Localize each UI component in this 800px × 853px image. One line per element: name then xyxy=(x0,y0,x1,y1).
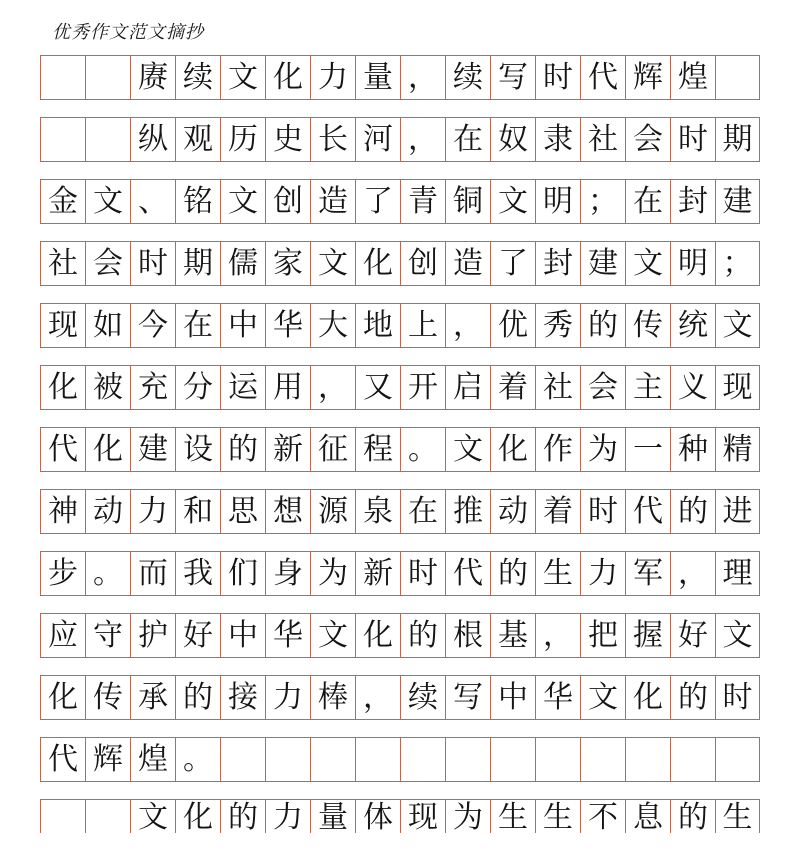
grid-cell: 续 xyxy=(175,56,220,99)
grid-cell xyxy=(85,56,130,99)
grid-cell: 进 xyxy=(715,490,760,533)
grid-cell xyxy=(355,738,400,781)
grid-cell: 现 xyxy=(400,800,445,833)
grid-cell: 力 xyxy=(265,800,310,833)
grid-cell: 棒 xyxy=(310,676,355,719)
grid-cell: 了 xyxy=(355,180,400,223)
grid-cell: 精 xyxy=(715,428,760,471)
grid-cell: 启 xyxy=(445,366,490,409)
grid-row xyxy=(40,365,760,410)
grid-cell: 社 xyxy=(580,118,625,161)
grid-cell: 动 xyxy=(490,490,535,533)
grid-cell: 辉 xyxy=(85,738,130,781)
grid-cell: 明 xyxy=(670,242,715,285)
grid-cell: 应 xyxy=(40,614,85,657)
grid-cell: 的 xyxy=(400,614,445,657)
grid-cell: 生 xyxy=(490,800,535,833)
writing-grid-sheet xyxy=(40,55,760,850)
grid-cell: 化 xyxy=(625,676,670,719)
page-header: 优秀作文范文摘抄 xyxy=(52,22,204,43)
grid-cell: 代 xyxy=(40,428,85,471)
grid-cell: 会 xyxy=(580,366,625,409)
grid-cell: 护 xyxy=(130,614,175,657)
grid-cell: ， xyxy=(400,118,445,161)
grid-cell: 力 xyxy=(130,490,175,533)
grid-cell: 充 xyxy=(130,366,175,409)
grid-cell: 体 xyxy=(355,800,400,833)
grid-cell xyxy=(310,738,355,781)
grid-cell: 为 xyxy=(310,552,355,595)
grid-cell: 观 xyxy=(175,118,220,161)
grid-cell: 秀 xyxy=(535,304,580,347)
grid-cell: 在 xyxy=(625,180,670,223)
grid-cell xyxy=(220,738,265,781)
grid-cell: 期 xyxy=(175,242,220,285)
grid-cell: 煌 xyxy=(670,56,715,99)
grid-row xyxy=(40,489,760,534)
grid-cell: 被 xyxy=(85,366,130,409)
grid-cell: 力 xyxy=(310,56,355,99)
grid-cell: ； xyxy=(580,180,625,223)
grid-cell: 续 xyxy=(445,56,490,99)
grid-cell: 时 xyxy=(130,242,175,285)
grid-cell: 写 xyxy=(445,676,490,719)
grid-cell: 时 xyxy=(580,490,625,533)
grid-cell: 我 xyxy=(175,552,220,595)
grid-cell: 开 xyxy=(400,366,445,409)
grid-cell: 化 xyxy=(355,242,400,285)
grid-cell: 一 xyxy=(625,428,670,471)
grid-cell: 的 xyxy=(220,428,265,471)
grid-cell xyxy=(670,738,715,781)
grid-cell: 铭 xyxy=(175,180,220,223)
grid-cell: 期 xyxy=(715,118,760,161)
grid-cell: 现 xyxy=(715,366,760,409)
grid-cell: 建 xyxy=(715,180,760,223)
grid-cell: 生 xyxy=(535,552,580,595)
grid-cell: 现 xyxy=(40,304,85,347)
grid-cell: 运 xyxy=(220,366,265,409)
grid-cell: 铜 xyxy=(445,180,490,223)
grid-cell: 用 xyxy=(265,366,310,409)
grid-cell: 隶 xyxy=(535,118,580,161)
grid-cell: 代 xyxy=(40,738,85,781)
grid-cell: 量 xyxy=(355,56,400,99)
grid-cell: 历 xyxy=(220,118,265,161)
grid-cell: 又 xyxy=(355,366,400,409)
grid-cell: 创 xyxy=(265,180,310,223)
grid-cell: 守 xyxy=(85,614,130,657)
grid-cell: 长 xyxy=(310,118,355,161)
grid-cell: 量 xyxy=(310,800,355,833)
grid-row xyxy=(40,117,760,162)
grid-cell: 理 xyxy=(715,552,760,595)
grid-cell: ， xyxy=(400,56,445,99)
grid-cell: 而 xyxy=(130,552,175,595)
grid-row xyxy=(40,551,760,596)
grid-cell: 的 xyxy=(670,800,715,833)
grid-row xyxy=(40,737,760,782)
grid-row xyxy=(40,675,760,720)
grid-cell: 在 xyxy=(445,118,490,161)
grid-cell: 时 xyxy=(535,56,580,99)
grid-cell: 分 xyxy=(175,366,220,409)
grid-cell: ， xyxy=(355,676,400,719)
grid-cell: 赓 xyxy=(130,56,175,99)
grid-cell: 身 xyxy=(265,552,310,595)
grid-cell: 了 xyxy=(490,242,535,285)
grid-cell: 步 xyxy=(40,552,85,595)
grid-cell: ， xyxy=(535,614,580,657)
grid-cell xyxy=(265,738,310,781)
grid-cell: 在 xyxy=(175,304,220,347)
grid-cell xyxy=(625,738,670,781)
grid-cell: 主 xyxy=(625,366,670,409)
grid-cell: 如 xyxy=(85,304,130,347)
grid-cell: 动 xyxy=(85,490,130,533)
grid-cell: 金 xyxy=(40,180,85,223)
grid-cell: 会 xyxy=(625,118,670,161)
grid-cell: 代 xyxy=(625,490,670,533)
grid-cell: 大 xyxy=(310,304,355,347)
grid-cell: 生 xyxy=(715,800,760,833)
grid-cell: 推 xyxy=(445,490,490,533)
grid-cell: 中 xyxy=(490,676,535,719)
grid-cell: 造 xyxy=(310,180,355,223)
grid-cell: 化 xyxy=(490,428,535,471)
grid-cell: 纵 xyxy=(130,118,175,161)
grid-cell xyxy=(40,118,85,161)
grid-cell: 文 xyxy=(625,242,670,285)
grid-cell: 续 xyxy=(400,676,445,719)
grid-cell: 把 xyxy=(580,614,625,657)
grid-cell: 文 xyxy=(85,180,130,223)
grid-cell: ， xyxy=(670,552,715,595)
grid-cell: 神 xyxy=(40,490,85,533)
grid-cell xyxy=(40,56,85,99)
grid-cell: 代 xyxy=(580,56,625,99)
grid-cell: 传 xyxy=(85,676,130,719)
grid-cell: 封 xyxy=(670,180,715,223)
grid-cell: 力 xyxy=(580,552,625,595)
grid-cell: 泉 xyxy=(355,490,400,533)
grid-cell: 造 xyxy=(445,242,490,285)
grid-cell: 。 xyxy=(175,738,220,781)
grid-cell: 着 xyxy=(490,366,535,409)
grid-cell xyxy=(715,738,760,781)
grid-cell: 基 xyxy=(490,614,535,657)
grid-row xyxy=(40,241,760,286)
grid-cell: 文 xyxy=(715,614,760,657)
grid-cell: 的 xyxy=(670,676,715,719)
grid-cell: 接 xyxy=(220,676,265,719)
grid-cell xyxy=(400,738,445,781)
grid-cell: 辉 xyxy=(625,56,670,99)
grid-cell: 今 xyxy=(130,304,175,347)
grid-row xyxy=(40,303,760,348)
grid-row xyxy=(40,613,760,658)
grid-cell: 着 xyxy=(535,490,580,533)
grid-cell xyxy=(490,738,535,781)
grid-cell: 时 xyxy=(715,676,760,719)
grid-cell: 统 xyxy=(670,304,715,347)
grid-cell: 的 xyxy=(490,552,535,595)
grid-cell: 传 xyxy=(625,304,670,347)
grid-cell: 的 xyxy=(175,676,220,719)
grid-cell: 。 xyxy=(85,552,130,595)
grid-cell: 文 xyxy=(310,614,355,657)
grid-cell: 史 xyxy=(265,118,310,161)
grid-cell: 会 xyxy=(85,242,130,285)
grid-cell xyxy=(445,738,490,781)
grid-cell: 地 xyxy=(355,304,400,347)
grid-cell: 的 xyxy=(670,490,715,533)
grid-cell: 握 xyxy=(625,614,670,657)
grid-cell: 们 xyxy=(220,552,265,595)
grid-cell xyxy=(85,800,130,833)
grid-cell: 文 xyxy=(445,428,490,471)
grid-cell: ， xyxy=(310,366,355,409)
grid-cell: 建 xyxy=(130,428,175,471)
grid-cell: 文 xyxy=(580,676,625,719)
grid-cell: 种 xyxy=(670,428,715,471)
grid-cell: 化 xyxy=(40,366,85,409)
grid-cell: 青 xyxy=(400,180,445,223)
grid-cell: 为 xyxy=(445,800,490,833)
grid-cell: 在 xyxy=(400,490,445,533)
grid-cell: 和 xyxy=(175,490,220,533)
grid-cell: 奴 xyxy=(490,118,535,161)
grid-cell: 文 xyxy=(310,242,355,285)
grid-cell: 化 xyxy=(85,428,130,471)
grid-cell: 明 xyxy=(535,180,580,223)
grid-cell: 好 xyxy=(175,614,220,657)
grid-cell xyxy=(40,800,85,833)
grid-cell: 好 xyxy=(670,614,715,657)
grid-cell: 社 xyxy=(535,366,580,409)
grid-cell: ， xyxy=(445,304,490,347)
grid-row xyxy=(40,55,760,100)
grid-cell: 优 xyxy=(490,304,535,347)
grid-cell xyxy=(85,118,130,161)
grid-cell: 煌 xyxy=(130,738,175,781)
grid-cell: 华 xyxy=(535,676,580,719)
grid-cell: 儒 xyxy=(220,242,265,285)
grid-cell: 社 xyxy=(40,242,85,285)
grid-cell: 中 xyxy=(220,304,265,347)
grid-cell: 根 xyxy=(445,614,490,657)
grid-row xyxy=(40,179,760,224)
grid-cell: 新 xyxy=(355,552,400,595)
grid-cell: 承 xyxy=(130,676,175,719)
grid-cell: 华 xyxy=(265,614,310,657)
grid-cell: 上 xyxy=(400,304,445,347)
grid-cell: 文 xyxy=(220,180,265,223)
grid-cell: 华 xyxy=(265,304,310,347)
grid-cell: 化 xyxy=(40,676,85,719)
grid-cell xyxy=(580,738,625,781)
grid-cell: 力 xyxy=(265,676,310,719)
grid-cell: 代 xyxy=(445,552,490,595)
grid-cell: 的 xyxy=(580,304,625,347)
grid-cell: 征 xyxy=(310,428,355,471)
grid-cell: 不 xyxy=(580,800,625,833)
grid-cell: 写 xyxy=(490,56,535,99)
grid-cell: 、 xyxy=(130,180,175,223)
grid-cell: 源 xyxy=(310,490,355,533)
grid-cell: 化 xyxy=(265,56,310,99)
grid-cell: 新 xyxy=(265,428,310,471)
grid-cell: 生 xyxy=(535,800,580,833)
grid-cell: 想 xyxy=(265,490,310,533)
grid-cell: 。 xyxy=(400,428,445,471)
grid-cell: 军 xyxy=(625,552,670,595)
grid-cell xyxy=(535,738,580,781)
grid-cell: 河 xyxy=(355,118,400,161)
grid-cell: 为 xyxy=(580,428,625,471)
grid-cell: 家 xyxy=(265,242,310,285)
grid-cell: 化 xyxy=(175,800,220,833)
grid-cell: 时 xyxy=(670,118,715,161)
grid-cell: 设 xyxy=(175,428,220,471)
grid-cell: 程 xyxy=(355,428,400,471)
grid-cell: 时 xyxy=(400,552,445,595)
grid-cell: 思 xyxy=(220,490,265,533)
grid-row xyxy=(40,427,760,472)
grid-cell: 作 xyxy=(535,428,580,471)
grid-cell: 文 xyxy=(715,304,760,347)
grid-cell: 文 xyxy=(130,800,175,833)
grid-cell: 建 xyxy=(580,242,625,285)
grid-cell: ； xyxy=(715,242,760,285)
grid-cell: 息 xyxy=(625,800,670,833)
grid-cell: 文 xyxy=(490,180,535,223)
grid-cell: 创 xyxy=(400,242,445,285)
grid-cell: 化 xyxy=(355,614,400,657)
grid-cell: 封 xyxy=(535,242,580,285)
grid-row xyxy=(40,799,760,833)
grid-cell: 的 xyxy=(220,800,265,833)
grid-cell: 中 xyxy=(220,614,265,657)
grid-cell xyxy=(715,56,760,99)
grid-cell: 义 xyxy=(670,366,715,409)
grid-cell: 文 xyxy=(220,56,265,99)
